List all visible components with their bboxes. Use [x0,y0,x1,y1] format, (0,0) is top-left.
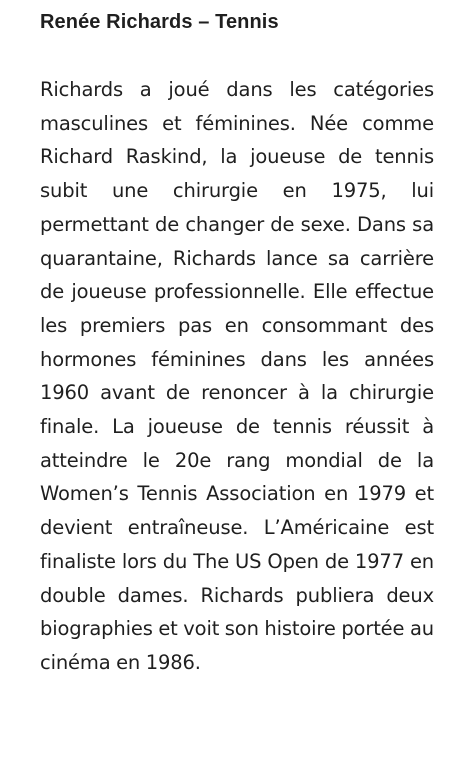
article [40,8,434,680]
article-heading: Renée Richards – Tennis [40,11,279,33]
article-paragraph: Richards a joué dans les catégories masculines et féminines. Née comme Richard Raskind, la joueuse de tennis subit une chirurgie en 1975, lui permettant de changer de sexe. Dans sa quarantaine, Richards lance sa carrière de joueuse professionnelle. Elle effectue les premiers pas en consommant des hormones féminines dans les années 1960 avant de renoncer à la chirurgie finale. La joueuse de tennis réussit à atteindre le 20e rang mondial de la Women’s Tennis Association en 1979 et devient entraîneuse. L’Américaine est finaliste lors du The US Open de 1977 en double dames. Richards publiera deux biographies et voit son histoire portée au cinéma en 1986. [40,78,434,674]
